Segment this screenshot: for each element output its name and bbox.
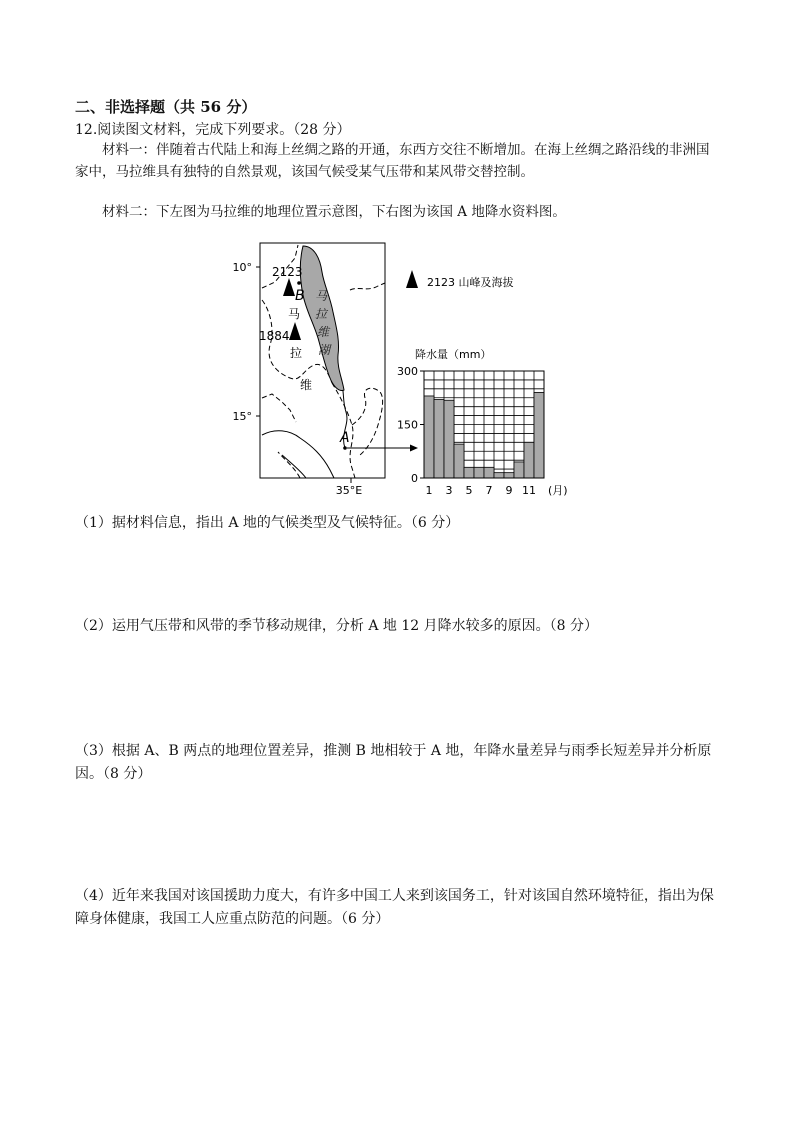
x-tick-label: 7 (485, 484, 493, 497)
lake-label-2: 拉 (315, 307, 328, 321)
lat-15-label: 15° (232, 410, 252, 423)
chart-ylabel: 降水量（mm） (415, 348, 492, 361)
country-label-3: 维 (300, 378, 313, 392)
lake-label-1: 马 (315, 289, 328, 303)
lake-label-4: 湖 (318, 343, 331, 357)
question-1: （1）据材料信息，指出 A 地的气候类型及气候特征。（6 分） (75, 515, 460, 531)
bar-month-7 (484, 467, 494, 478)
country-label-1: 马 (288, 307, 301, 321)
question-title: 12.阅读图文材料，完成下列要求。（28 分） (75, 122, 351, 138)
bar-month-3 (444, 400, 454, 478)
bar-month-5 (464, 467, 474, 478)
point-b-label: B (295, 288, 305, 304)
bar-month-6 (474, 467, 484, 478)
point-a-label: A (340, 430, 350, 446)
x-tick-label: 1 (425, 484, 433, 497)
bar-month-12 (534, 392, 544, 478)
peak-2123-label: 2123 (272, 265, 303, 279)
bar-month-10 (514, 462, 524, 478)
bar-month-4 (454, 444, 464, 478)
bar-month-9 (504, 473, 514, 478)
x-tick-label: 11 (522, 484, 536, 497)
legend-label: 2123 山峰及海拔 (427, 276, 514, 289)
legend-peak-icon (406, 270, 418, 288)
point-b-dot (297, 281, 301, 285)
bar-month-11 (524, 442, 534, 478)
bar-month-2 (434, 400, 444, 478)
x-tick-label: 5 (465, 484, 473, 497)
section-title: 二、非选择题（共 56 分） (75, 98, 257, 116)
x-tick-label: 9 (505, 484, 513, 497)
precip-chart (397, 365, 568, 497)
question-3: （3）根据 A、B 两点的地理位置差异，推测 B 地相较于 A 地，年降水量差异与雨季长短差异并分析原因。（8 分） (75, 743, 712, 782)
lake-label-3: 维 (317, 325, 330, 339)
country-label-2: 拉 (290, 346, 303, 360)
y-tick-label: 150 (397, 418, 418, 432)
chart-xlabel: (月) (548, 484, 568, 497)
lat-10-label: 10° (232, 261, 252, 274)
lon-35-label: 35°E (335, 484, 363, 497)
peak-1884-label: 1884 (259, 329, 290, 343)
material-two: 材料二：下左图为马拉维的地理位置示意图，下右图为该国 A 地降水资料图。 (102, 204, 566, 220)
y-tick-label: 0 (411, 472, 418, 485)
bar-month-8 (494, 473, 504, 478)
question-4: （4）近年来我国对该国援助力度大，有许多中国工人来到该国务工，针对该国自然环境特征，指出为保障身体健康，我国工人应重点防范的问题。（6 分） (75, 888, 714, 927)
material-one: 材料一：伴随着古代陆上和海上丝绸之路的开通，东西方交往不断增加。在海上丝绸之路沿线的非洲国家中，马拉维具有独特的自然景观，该国气候受某气压带和某风带交替控制。 (75, 142, 710, 180)
question-2: （2）运用气压带和风带的季节移动规律，分析 A 地 12 月降水较多的原因。（8 分） (75, 618, 598, 634)
figure (0, 0, 794, 500)
bar-month-1 (424, 396, 434, 478)
y-tick-label: 300 (397, 365, 418, 378)
x-tick-label: 3 (445, 484, 453, 497)
point-a-dot (343, 446, 347, 450)
arrow-head-icon (410, 445, 418, 452)
